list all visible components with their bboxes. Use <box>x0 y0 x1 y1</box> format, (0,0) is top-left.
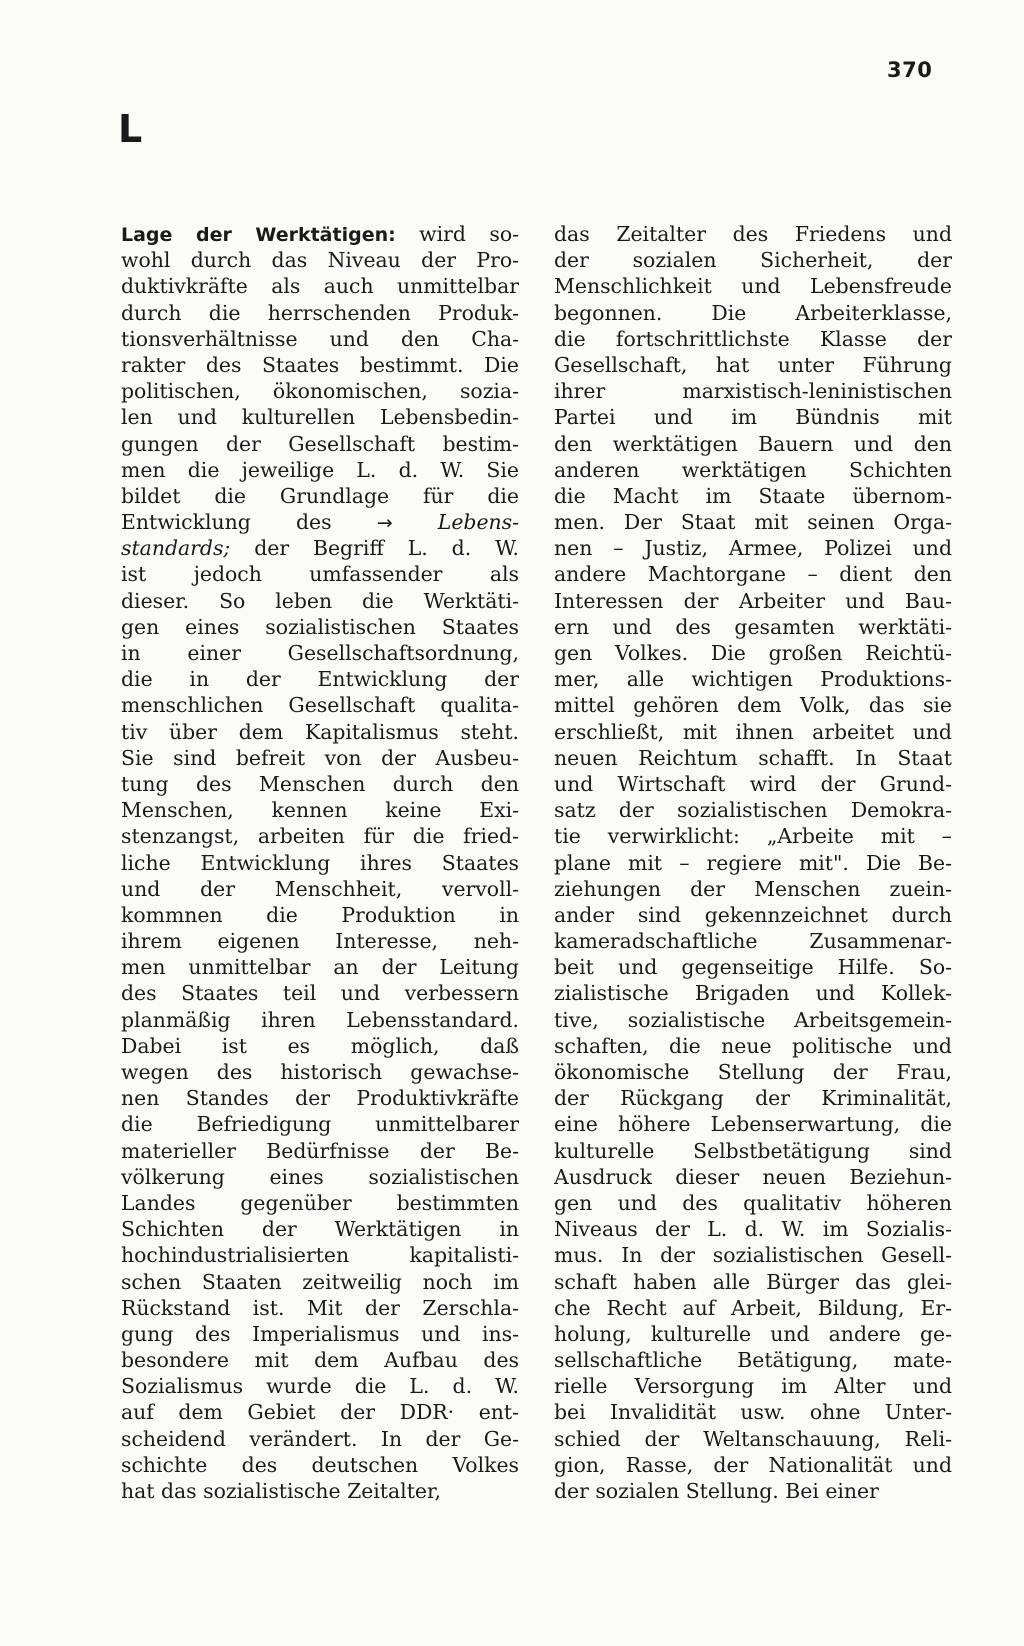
text-line: eine höhere Lebenserwartung, die <box>554 1112 952 1137</box>
text-line: nen Standes der Produktivkräfte <box>121 1086 519 1111</box>
entry-first-line <box>121 221 519 247</box>
text-line: menschlichen Gesellschaft qualita- <box>121 693 519 718</box>
cross-reference-term: standards; <box>121 536 231 561</box>
text-line: Partei und im Bündnis mit <box>554 405 952 430</box>
text-line: völkerung eines sozialistischen <box>121 1164 519 1189</box>
text-line: erschließt, mit ihnen arbeitet und <box>554 719 952 744</box>
text-line: kameradschaftliche Zusammenar- <box>554 929 952 954</box>
text-line: bildet die Grundlage für die <box>121 483 519 508</box>
text-line: Interessen der Arbeiter und Bau- <box>554 588 952 613</box>
text-line: materieller Bedürfnisse der Be- <box>121 1138 519 1163</box>
text-line: Menschlichkeit und Lebensfreude <box>554 274 952 299</box>
text-line: besondere mit dem Aufbau des <box>121 1348 519 1373</box>
text-line: beit und gegenseitige Hilfe. So- <box>554 955 952 980</box>
text-line: tiv über dem Kapitalismus steht. <box>121 719 519 744</box>
text-line: hochindustrialisierten kapitalisti- <box>121 1243 519 1268</box>
text-line: schied der Weltanschauung, Reli- <box>554 1426 952 1451</box>
text-line: rakter des Staates bestimmt. Die <box>121 352 519 377</box>
text-line: che Recht auf Arbeit, Bildung, Er- <box>554 1295 952 1320</box>
text-line: tionsverhältnisse und den Cha- <box>121 326 519 351</box>
text-line: tie verwirklicht: „Arbeite mit – <box>554 824 952 849</box>
xref-line <box>121 509 519 535</box>
text-line: ihrer marxistisch-leninistischen <box>554 379 952 404</box>
text-line: gungen der Gesellschaft bestim- <box>121 431 519 456</box>
text-line: Dabei ist es möglich, daß <box>121 1033 519 1058</box>
text-line: Niveaus der L. d. W. im Sozialis- <box>554 1217 952 1242</box>
text-line: Rückstand ist. Mit der Zerschla- <box>121 1295 519 1320</box>
text-line: die Befriedigung unmittelbarer <box>121 1112 519 1137</box>
text-line: kommnen die Produktion in <box>121 902 519 927</box>
text-line: men die jeweilige L. d. W. Sie <box>121 457 519 482</box>
text-line: gen und des qualitativ höheren <box>554 1190 952 1215</box>
text-line: rielle Versorgung im Alter und <box>554 1374 952 1399</box>
text-line: ander sind gekennzeichnet durch <box>554 902 952 927</box>
text-line: auf dem Gebiet der DDR· ent- <box>121 1400 519 1425</box>
text-line: gen eines sozialistischen Staates <box>121 614 519 639</box>
text-line: mer, alle wichtigen Produktions- <box>554 667 952 692</box>
text-line: die fortschrittlichste Klasse der <box>554 326 952 351</box>
text-line: mittel gehören dem Volk, das sie <box>554 693 952 718</box>
text-line: ist jedoch umfassender als <box>121 562 519 587</box>
text-line: der sozialen Stellung. Bei einer <box>554 1479 879 1503</box>
text-line: mus. In der sozialistischen Gesell- <box>554 1243 952 1268</box>
text-line: bei Invalidität usw. ohne Unter- <box>554 1400 952 1425</box>
text-fragment: Entwicklung des <box>121 510 332 535</box>
text-line: dieser. So leben die Werktäti- <box>121 588 519 613</box>
text-line: Sie sind befreit von der Ausbeu- <box>121 745 519 770</box>
text-line: schen Staaten zeitweilig noch im <box>121 1269 519 1294</box>
text-line: in einer Gesellschaftsordnung, <box>121 641 519 665</box>
text-line: das Zeitalter des Friedens und <box>554 222 952 246</box>
text-line: ern und des gesamten werktäti- <box>554 614 952 639</box>
text-line: Schichten der Werktätigen in <box>121 1217 519 1242</box>
text-line: des Staates teil und verbessern <box>121 981 519 1006</box>
cross-reference-arrow-icon: → <box>376 512 393 535</box>
text-line: durch die herrschenden Produk- <box>121 300 519 325</box>
text-line: der sozialen Sicherheit, der <box>554 248 952 273</box>
text-line: die Macht im Staate übernom- <box>554 483 952 508</box>
text-line: hat das sozialistische Zeitalter, <box>121 1479 441 1503</box>
text-line: plane mit – regiere mit". Die Be- <box>554 850 952 875</box>
text-line: ziehungen der Menschen zuein- <box>554 876 952 901</box>
text-line: Gesellschaft, hat unter Führung <box>554 352 952 377</box>
text-line: anderen werktätigen Schichten <box>554 457 952 482</box>
text-line: gion, Rasse, der Nationalität und <box>554 1452 952 1477</box>
text-line: holung, kulturelle und andere ge- <box>554 1321 952 1346</box>
text-line: duktivkräfte als auch unmittelbar <box>121 274 519 299</box>
text-line: men unmittelbar an der Leitung <box>121 955 519 980</box>
text-line: tung des Menschen durch den <box>121 771 519 796</box>
text-line: Ausdruck dieser neuen Beziehun- <box>554 1164 952 1189</box>
left-column <box>121 221 519 1504</box>
text-line: die in der Entwicklung der <box>121 667 519 692</box>
text-line: Landes gegenüber bestimmten <box>121 1190 519 1215</box>
text-line: satz der sozialistischen Demokra- <box>554 798 952 823</box>
entry-headword: Lage der Werktätigen: <box>121 224 396 246</box>
text-line: len und kulturellen Lebensbedin- <box>121 405 519 430</box>
text-line: schaft haben alle Bürger das glei- <box>554 1269 952 1294</box>
text-line: neuen Reichtum schafft. In Staat <box>554 745 952 770</box>
text-line: und Wirtschaft wird der Grund- <box>554 771 952 796</box>
right-column <box>554 221 952 1504</box>
text-line: planmäßig ihren Lebensstandard. <box>121 1007 519 1032</box>
text-line: zialistische Brigaden und Kollek- <box>554 981 952 1006</box>
section-letter: L <box>118 107 143 151</box>
text-line: Sozialismus wurde die L. d. W. <box>121 1374 519 1399</box>
text-line: schichte des deutschen Volkes <box>121 1452 519 1477</box>
xref-line-continued <box>121 535 519 561</box>
page-number: 370 <box>887 58 933 82</box>
text-fragment: der Begriff L. d. W. <box>254 536 519 561</box>
entry-first-line-rest: wird so- <box>419 222 519 246</box>
text-line: ihrem eigenen Interesse, neh- <box>121 929 519 954</box>
cross-reference-term: Lebens- <box>437 510 519 535</box>
text-line: stenzangst, arbeiten für die fried- <box>121 824 519 849</box>
text-line: tive, sozialistische Arbeitsgemein- <box>554 1007 952 1032</box>
text-line: nen – Justiz, Armee, Polizei und <box>554 536 952 561</box>
text-line: der Rückgang der Kriminalität, <box>554 1086 952 1111</box>
text-line: andere Machtorgane – dient den <box>554 562 952 587</box>
text-line: Menschen, kennen keine Exi- <box>121 798 519 823</box>
text-line: liche Entwicklung ihres Staates <box>121 850 519 875</box>
text-line: kulturelle Selbstbetätigung sind <box>554 1138 952 1163</box>
text-line: scheidend verändert. In der Ge- <box>121 1426 519 1451</box>
text-line: ökonomische Stellung der Frau, <box>554 1060 952 1084</box>
text-line: wegen des historisch gewachse- <box>121 1060 519 1084</box>
text-line: sellschaftliche Betätigung, mate- <box>554 1348 952 1373</box>
text-line: gen Volkes. Die großen Reichtü- <box>554 641 952 665</box>
text-line: und der Menschheit, vervoll- <box>121 876 519 901</box>
text-line: politischen, ökonomischen, sozia- <box>121 379 519 404</box>
text-line: wohl durch das Niveau der Pro- <box>121 248 519 273</box>
text-line: begonnen. Die Arbeiterklasse, <box>554 300 952 325</box>
text-line: gung des Imperialismus und ins- <box>121 1321 519 1346</box>
text-line: schaften, die neue politische und <box>554 1033 952 1058</box>
text-line: den werktätigen Bauern und den <box>554 431 952 456</box>
text-line: men. Der Staat mit seinen Orga- <box>554 510 952 535</box>
